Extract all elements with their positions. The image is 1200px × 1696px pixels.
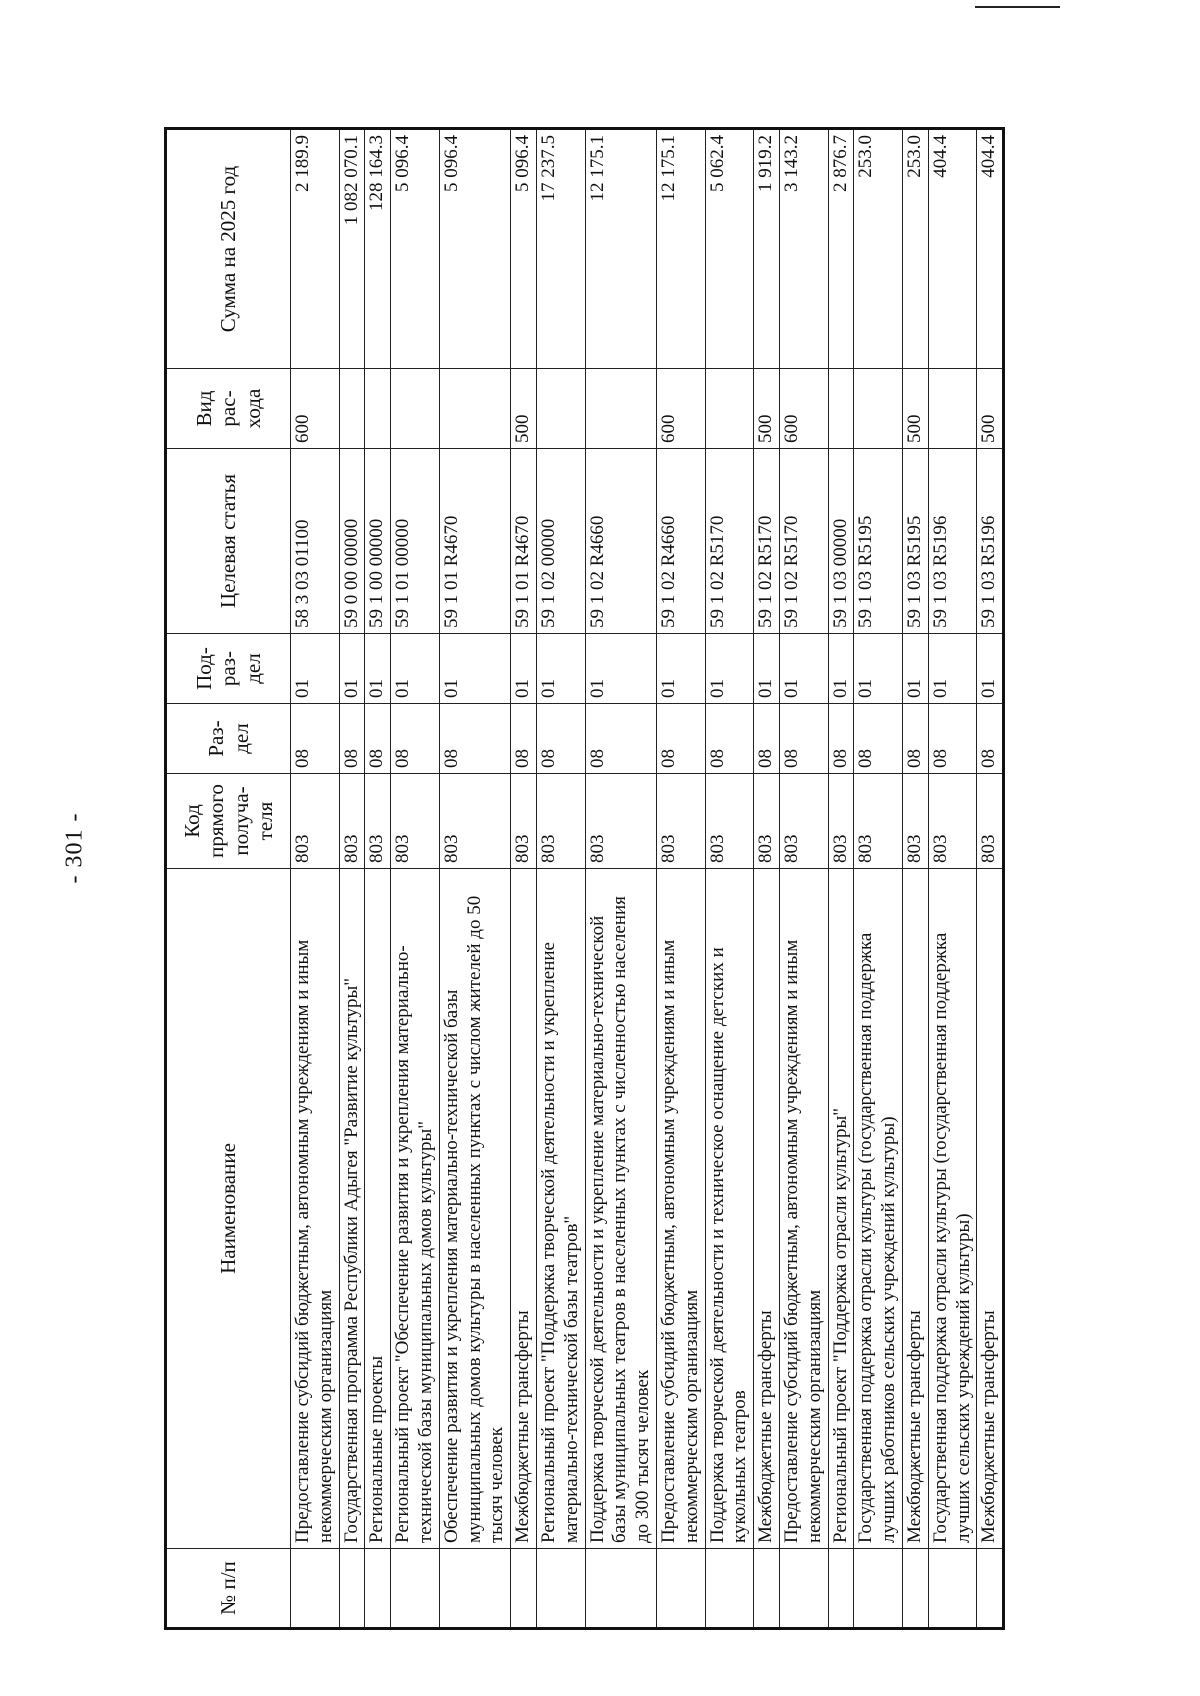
cell-num bbox=[902, 1549, 928, 1629]
header-recipient-code: Код прямого получа-теля bbox=[166, 774, 291, 869]
cell-name: Региональный проект "Поддержка творческой деятельности и укрепление материально-технической базы театров" bbox=[536, 869, 585, 1549]
cell-name: Региональный проект "Поддержка отрасли культуры" bbox=[828, 869, 854, 1549]
cell-recipient-code: 803 bbox=[854, 774, 903, 869]
scan-artifact-line bbox=[975, 6, 1060, 8]
cell-recipient-code: 803 bbox=[828, 774, 854, 869]
header-name: Наименование bbox=[166, 869, 291, 1549]
cell-subsection: 01 bbox=[854, 634, 903, 704]
table-row bbox=[391, 129, 440, 1629]
cell-recipient-code: 803 bbox=[391, 774, 440, 869]
header-num: № п/п bbox=[166, 1549, 291, 1629]
cell-subsection: 01 bbox=[339, 634, 365, 704]
cell-target-article: 59 1 03 00000 bbox=[828, 449, 854, 634]
cell-target-article: 59 1 03 R5196 bbox=[928, 449, 977, 634]
cell-recipient-code: 803 bbox=[779, 774, 828, 869]
cell-section: 08 bbox=[977, 704, 1004, 774]
cell-target-article: 59 1 02 R5170 bbox=[705, 449, 754, 634]
cell-num bbox=[779, 1549, 828, 1629]
cell-recipient-code: 803 bbox=[705, 774, 754, 869]
table-row bbox=[511, 129, 537, 1629]
cell-expense-type: 600 bbox=[656, 369, 705, 449]
cell-expense-type: 500 bbox=[511, 369, 537, 449]
cell-num bbox=[391, 1549, 440, 1629]
table-row bbox=[705, 129, 754, 1629]
cell-recipient-code: 803 bbox=[511, 774, 537, 869]
cell-subsection: 01 bbox=[754, 634, 780, 704]
cell-section: 08 bbox=[536, 704, 585, 774]
cell-target-article: 59 1 02 R4660 bbox=[656, 449, 705, 634]
cell-recipient-code: 803 bbox=[902, 774, 928, 869]
cell-section: 08 bbox=[365, 704, 391, 774]
cell-subsection: 01 bbox=[977, 634, 1004, 704]
cell-section: 08 bbox=[511, 704, 537, 774]
cell-subsection: 01 bbox=[439, 634, 510, 704]
table-header-row bbox=[166, 129, 291, 1629]
cell-expense-type bbox=[828, 369, 854, 449]
cell-section: 08 bbox=[779, 704, 828, 774]
cell-name: Государственная программа Республики Адыгея "Развитие культуры" bbox=[339, 869, 365, 1549]
cell-target-article: 59 1 02 00000 bbox=[536, 449, 585, 634]
table-row bbox=[828, 129, 854, 1629]
cell-subsection: 01 bbox=[656, 634, 705, 704]
cell-expense-type: 600 bbox=[779, 369, 828, 449]
cell-section: 08 bbox=[391, 704, 440, 774]
cell-subsection: 01 bbox=[391, 634, 440, 704]
header-expense-type: Вид рас-хода bbox=[166, 369, 291, 449]
cell-target-article: 59 1 03 R5195 bbox=[854, 449, 903, 634]
header-section: Раз-дел bbox=[166, 704, 291, 774]
cell-section: 08 bbox=[439, 704, 510, 774]
cell-expense-type: 600 bbox=[291, 369, 340, 449]
cell-recipient-code: 803 bbox=[754, 774, 780, 869]
cell-amount: 12 175.1 bbox=[656, 129, 705, 369]
cell-subsection: 01 bbox=[779, 634, 828, 704]
table-row bbox=[902, 129, 928, 1629]
cell-amount: 404.4 bbox=[928, 129, 977, 369]
cell-name: Поддержка творческой деятельности и техническое оснащение детских и кукольных театров bbox=[705, 869, 754, 1549]
table-row bbox=[536, 129, 585, 1629]
cell-expense-type bbox=[391, 369, 440, 449]
cell-section: 08 bbox=[854, 704, 903, 774]
table-row bbox=[339, 129, 365, 1629]
cell-name: Предоставление субсидий бюджетным, автономным учреждениям и иным некоммерческим организациям bbox=[656, 869, 705, 1549]
cell-num bbox=[291, 1549, 340, 1629]
table-row bbox=[656, 129, 705, 1629]
cell-subsection: 01 bbox=[902, 634, 928, 704]
cell-num bbox=[656, 1549, 705, 1629]
cell-subsection: 01 bbox=[536, 634, 585, 704]
cell-target-article: 59 1 02 R4660 bbox=[585, 449, 656, 634]
cell-target-article: 59 1 01 R4670 bbox=[511, 449, 537, 634]
cell-target-article: 58 3 03 01100 bbox=[291, 449, 340, 634]
cell-amount: 2 189.9 bbox=[291, 129, 340, 369]
cell-amount: 1 082 070.1 bbox=[339, 129, 365, 369]
cell-expense-type bbox=[365, 369, 391, 449]
cell-target-article: 59 1 02 R5170 bbox=[754, 449, 780, 634]
cell-amount: 12 175.1 bbox=[585, 129, 656, 369]
header-target-article: Целевая статья bbox=[166, 449, 291, 634]
cell-name: Обеспечение развития и укрепления материально-технической базы муниципальных домов культуры в населенных пунктах с числом жителей до 50 тысяч человек bbox=[439, 869, 510, 1549]
cell-expense-type bbox=[585, 369, 656, 449]
cell-recipient-code: 803 bbox=[291, 774, 340, 869]
cell-expense-type bbox=[339, 369, 365, 449]
cell-expense-type bbox=[705, 369, 754, 449]
cell-num bbox=[828, 1549, 854, 1629]
cell-recipient-code: 803 bbox=[585, 774, 656, 869]
cell-expense-type: 500 bbox=[977, 369, 1004, 449]
cell-target-article: 59 1 01 00000 bbox=[391, 449, 440, 634]
page-number: - 301 - bbox=[61, 812, 88, 884]
cell-num bbox=[339, 1549, 365, 1629]
cell-name: Государственная поддержка отрасли культуры (государственная поддержка лучших работников сельских учреждений культуры) bbox=[854, 869, 903, 1549]
cell-name: Межбюджетные трансферты bbox=[754, 869, 780, 1549]
cell-recipient-code: 803 bbox=[439, 774, 510, 869]
cell-amount: 5 096.4 bbox=[391, 129, 440, 369]
cell-name: Межбюджетные трансферты bbox=[511, 869, 537, 1549]
cell-num bbox=[928, 1549, 977, 1629]
cell-num bbox=[854, 1549, 903, 1629]
cell-amount: 253.0 bbox=[902, 129, 928, 369]
cell-subsection: 01 bbox=[365, 634, 391, 704]
cell-subsection: 01 bbox=[828, 634, 854, 704]
cell-num bbox=[585, 1549, 656, 1629]
cell-expense-type bbox=[854, 369, 903, 449]
cell-recipient-code: 803 bbox=[656, 774, 705, 869]
cell-expense-type: 500 bbox=[754, 369, 780, 449]
cell-amount: 2 876.7 bbox=[828, 129, 854, 369]
cell-name: Региональный проект "Обеспечение развития и укрепления материально-технической базы муниципальных домов культуры" bbox=[391, 869, 440, 1549]
cell-num bbox=[977, 1549, 1004, 1629]
cell-section: 08 bbox=[656, 704, 705, 774]
cell-expense-type bbox=[439, 369, 510, 449]
budget-table-sheet bbox=[164, 130, 1136, 1630]
cell-amount: 5 062.4 bbox=[705, 129, 754, 369]
table-row bbox=[291, 129, 340, 1629]
budget-table bbox=[164, 127, 1005, 1630]
cell-num bbox=[365, 1549, 391, 1629]
table-row bbox=[365, 129, 391, 1629]
cell-recipient-code: 803 bbox=[339, 774, 365, 869]
cell-expense-type bbox=[928, 369, 977, 449]
cell-subsection: 01 bbox=[705, 634, 754, 704]
cell-num bbox=[536, 1549, 585, 1629]
header-amount-2025: Сумма на 2025 год bbox=[166, 129, 291, 369]
cell-name: Межбюджетные трансферты bbox=[902, 869, 928, 1549]
table-row bbox=[585, 129, 656, 1629]
cell-section: 08 bbox=[705, 704, 754, 774]
cell-subsection: 01 bbox=[291, 634, 340, 704]
table-row bbox=[779, 129, 828, 1629]
cell-section: 08 bbox=[291, 704, 340, 774]
cell-target-article: 59 1 01 R4670 bbox=[439, 449, 510, 634]
table-body bbox=[291, 129, 1004, 1629]
cell-subsection: 01 bbox=[585, 634, 656, 704]
cell-num bbox=[754, 1549, 780, 1629]
cell-num bbox=[705, 1549, 754, 1629]
cell-name: Предоставление субсидий бюджетным, автономным учреждениям и иным некоммерческим организациям bbox=[779, 869, 828, 1549]
cell-section: 08 bbox=[902, 704, 928, 774]
cell-target-article: 59 1 00 00000 bbox=[365, 449, 391, 634]
cell-amount: 17 237.5 bbox=[536, 129, 585, 369]
cell-expense-type: 500 bbox=[902, 369, 928, 449]
cell-section: 08 bbox=[828, 704, 854, 774]
cell-amount: 253.0 bbox=[854, 129, 903, 369]
cell-name: Поддержка творческой деятельности и укрепление материально-технической базы муниципальных театров в населенных пунктах с численностью населения до 300 тысяч человек bbox=[585, 869, 656, 1549]
table-row bbox=[854, 129, 903, 1629]
cell-section: 08 bbox=[754, 704, 780, 774]
cell-section: 08 bbox=[339, 704, 365, 774]
cell-amount: 128 164.3 bbox=[365, 129, 391, 369]
cell-section: 08 bbox=[585, 704, 656, 774]
cell-section: 08 bbox=[928, 704, 977, 774]
cell-recipient-code: 803 bbox=[928, 774, 977, 869]
table-row bbox=[754, 129, 780, 1629]
cell-subsection: 01 bbox=[511, 634, 537, 704]
table-row bbox=[439, 129, 510, 1629]
cell-target-article: 59 0 00 00000 bbox=[339, 449, 365, 634]
cell-target-article: 59 1 03 R5196 bbox=[977, 449, 1004, 634]
cell-amount: 404.4 bbox=[977, 129, 1004, 369]
table-row bbox=[977, 129, 1004, 1629]
cell-target-article: 59 1 03 R5195 bbox=[902, 449, 928, 634]
table-row bbox=[928, 129, 977, 1629]
header-subsection: Под-раз-дел bbox=[166, 634, 291, 704]
cell-recipient-code: 803 bbox=[977, 774, 1004, 869]
cell-name: Межбюджетные трансферты bbox=[977, 869, 1004, 1549]
cell-amount: 5 096.4 bbox=[439, 129, 510, 369]
cell-num bbox=[511, 1549, 537, 1629]
cell-amount: 1 919.2 bbox=[754, 129, 780, 369]
cell-name: Государственная поддержка отрасли культуры (государственная поддержка лучших сельских учреждений культуры) bbox=[928, 869, 977, 1549]
cell-name: Предоставление субсидий бюджетным, автономным учреждениям и иным некоммерческим организациям bbox=[291, 869, 340, 1549]
cell-recipient-code: 803 bbox=[365, 774, 391, 869]
cell-name: Региональные проекты bbox=[365, 869, 391, 1549]
cell-amount: 3 143.2 bbox=[779, 129, 828, 369]
cell-target-article: 59 1 02 R5170 bbox=[779, 449, 828, 634]
cell-amount: 5 096.4 bbox=[511, 129, 537, 369]
cell-num bbox=[439, 1549, 510, 1629]
cell-recipient-code: 803 bbox=[536, 774, 585, 869]
cell-subsection: 01 bbox=[928, 634, 977, 704]
cell-expense-type bbox=[536, 369, 585, 449]
